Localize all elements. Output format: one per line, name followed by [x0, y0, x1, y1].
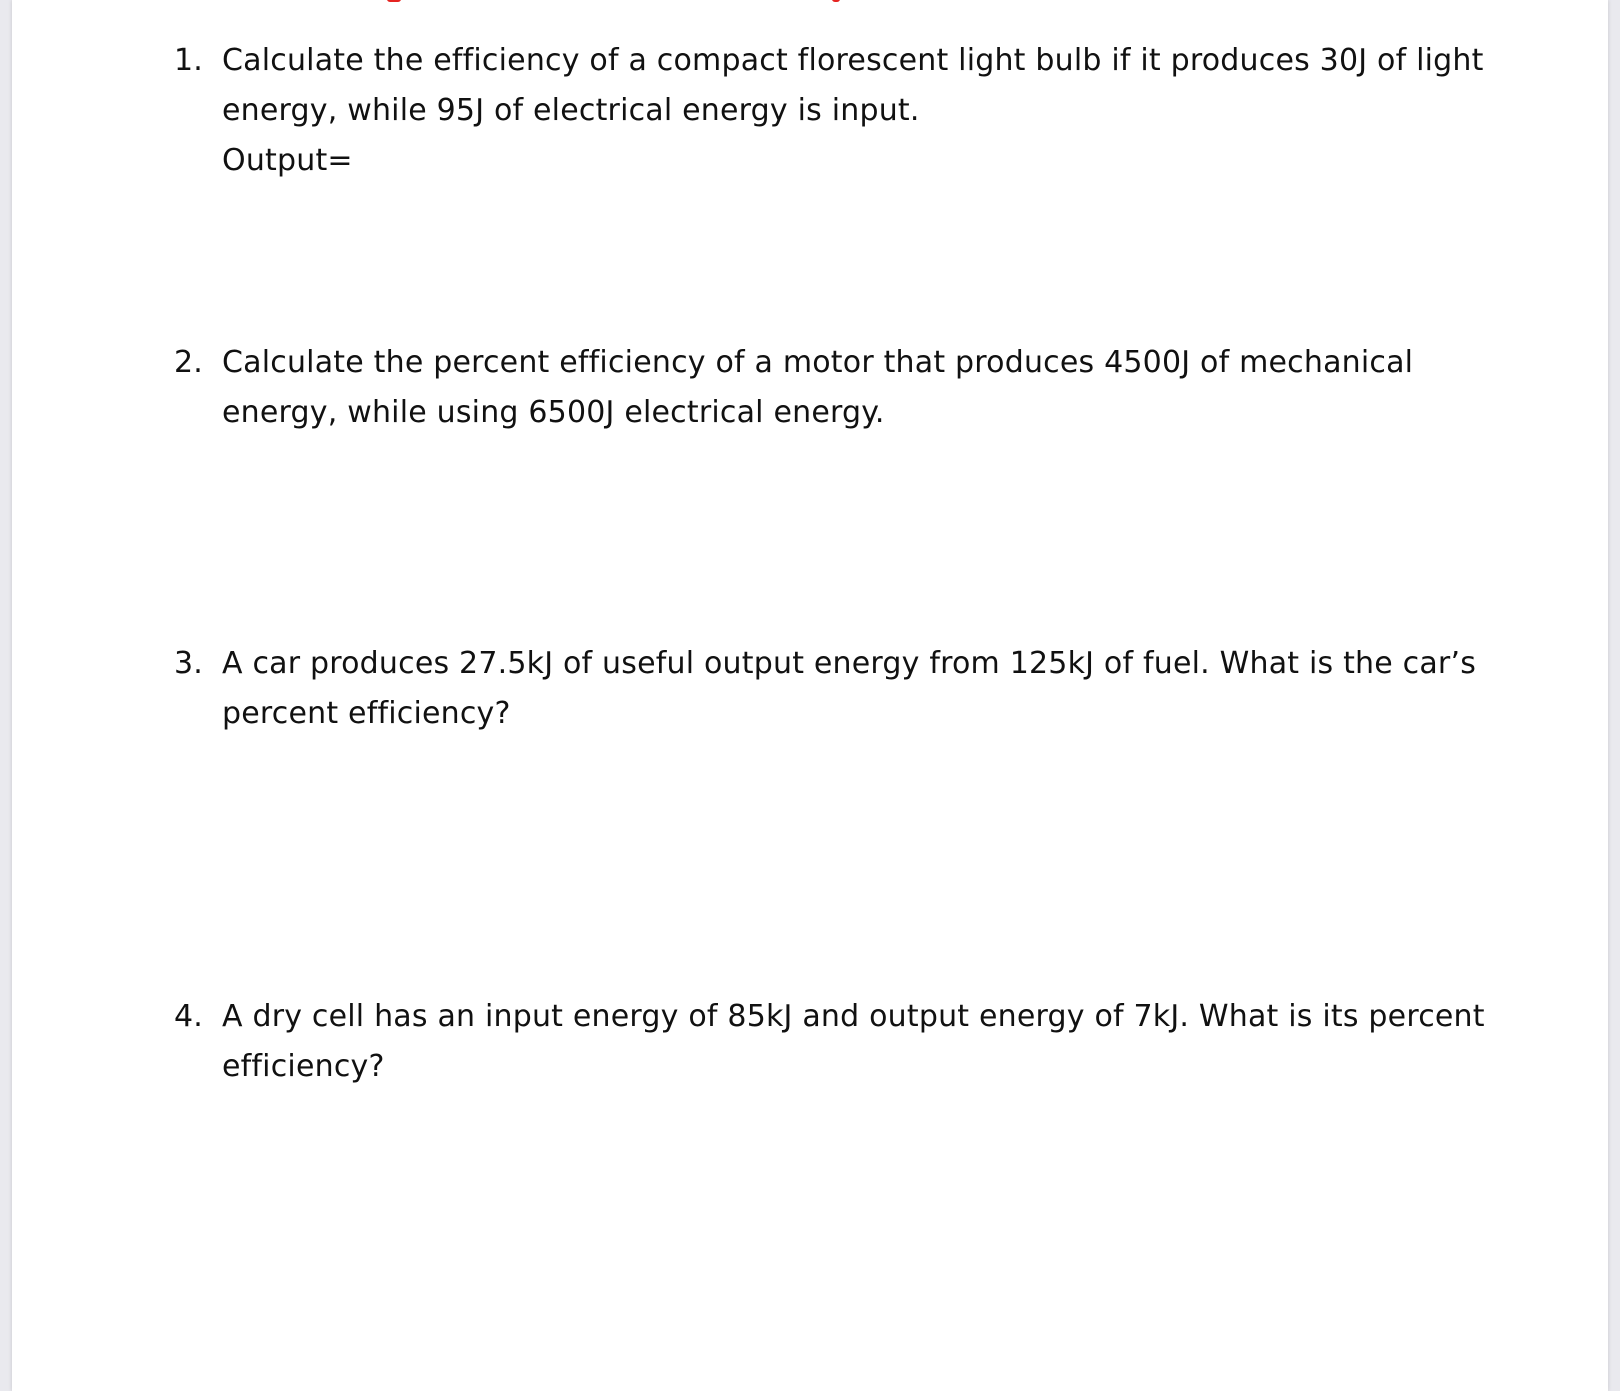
question-number: 3. — [174, 646, 204, 681]
red-mark-left — [387, 0, 401, 2]
question-text-line: efficiency? — [222, 1049, 385, 1084]
question-text-line: percent efficiency? — [222, 696, 511, 731]
question-text-line: energy, while 95J of electrical energy is input. — [222, 93, 920, 128]
question-number: 2. — [174, 345, 204, 380]
question-text-line: energy, while using 6500J electrical energy. — [222, 395, 885, 430]
question-text-line: Calculate the efficiency of a compact florescent light bulb if it produces 30J of light — [222, 43, 1484, 78]
answer-prompt: Output= — [222, 143, 353, 178]
question-number: 4. — [174, 999, 204, 1034]
red-mark-right — [832, 0, 840, 2]
question-text-line: Calculate the percent efficiency of a motor that produces 4500J of mechanical — [222, 345, 1414, 380]
question-number: 1. — [174, 43, 204, 78]
worksheet-page — [12, 0, 1608, 1391]
question-text-line: A car produces 27.5kJ of useful output energy from 125kJ of fuel. What is the car’s — [222, 646, 1477, 681]
question-text-line: A dry cell has an input energy of 85kJ and output energy of 7kJ. What is its percent — [222, 999, 1485, 1034]
cropped-header-marks — [12, 0, 1608, 4]
